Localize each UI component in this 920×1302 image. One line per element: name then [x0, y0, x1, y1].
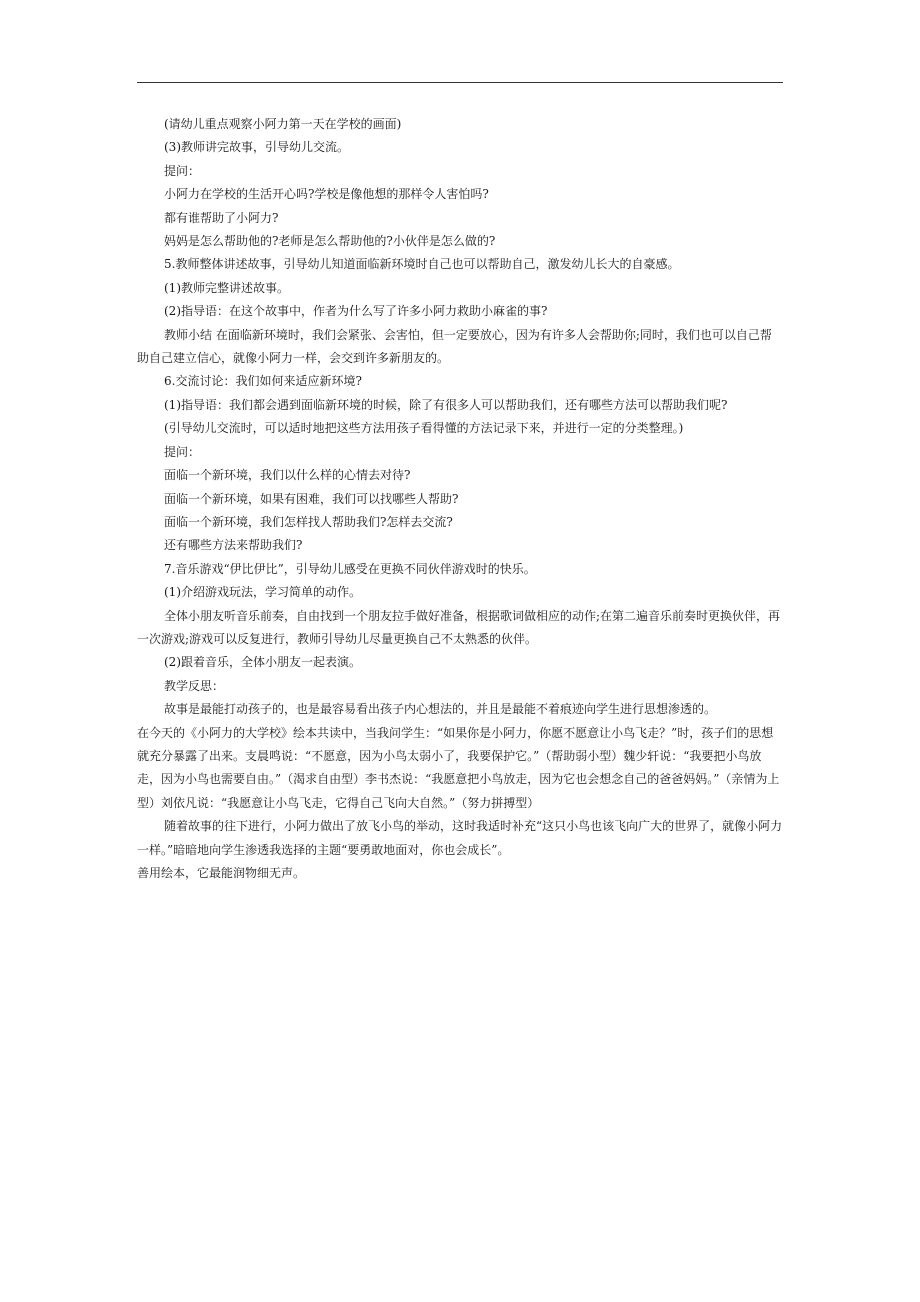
paragraph-question: 面临一个新环境，我们怎样找人帮助我们?怎样去交流? — [164, 514, 453, 529]
section-heading-5: 5.教师整体讲述故事，引导幼儿知道面临新环境时自己也可以帮助自己，激发幼儿长大的自豪感。 — [164, 257, 680, 272]
paragraph-observe-note: (请幼儿重点观察小阿力第一天在学校的画面) — [164, 117, 402, 131]
paragraph-reflection-closing: 善用绘本，它最能润物细无声。 — [137, 866, 306, 880]
paragraph-step-3: (3)教师讲完故事，引导幼儿交流。 — [164, 140, 349, 155]
section-heading-6: 6.交流讨论：我们如何来适应新环境? — [164, 374, 362, 389]
paragraph-questions-label: 提问： — [164, 163, 201, 178]
paragraph-step-1: (1)指导语：我们都会遇到面临新环境的时候，除了有很多人可以帮助我们，还有哪些方法可以帮助我们呢? — [164, 397, 728, 412]
paragraph-questions-label: 提问： — [164, 444, 201, 459]
paragraph-teacher-summary: 教师小结 在面临新环境时，我们会紧张、会害怕，但一定要放心，因为有许多人会帮助你;同时，我们也可以自己帮助自己建立信心，就像小阿力一样，会交到许多新朋友的。 — [137, 327, 772, 366]
paragraph-question: 还有哪些方法来帮助我们? — [164, 538, 303, 553]
paragraph-reflection-responses: 在今天的《小阿力的大学校》绘本共读中，当我问学生：“如果你是小阿力，你愿不愿意让小鸟飞走？”时，孩子们的思想就充分暴露了出来。支晨鸣说：“不愿意，因为小鸟太弱小了，我要保护它。”（帮助弱小型）魏少轩说：“我要把小鸟放走，因为小鸟也需要自由。”（渴求自由型）李书杰说：“我愿意把小鸟放走，因为它也会想念自己的爸爸妈妈。”（亲情为上型）刘依凡说：“我愿意让小鸟飞走，它得自己飞向大自然。”（努力拼搏型） — [137, 725, 780, 810]
paragraph-game-rules: 全体小朋友听音乐前奏，自由找到一个朋友拉手做好准备，根据歌词做相应的动作;在第二遍音乐前奏时更换伙伴，再一次游戏;游戏可以反复进行，教师引导幼儿尽量更换自己不太熟悉的伙伴。 — [137, 608, 781, 646]
paragraph-step-1: (1)介绍游戏玩法，学习简单的动作。 — [164, 585, 361, 600]
paragraph-guidance-note: (引导幼儿交流时，可以适时地把这些方法用孩子看得懂的方法记录下来，并进行一定的分类整理。) — [164, 421, 684, 436]
paragraph-step-2: (2)指导语：在这个故事中，作者为什么写了许多小阿力救助小麻雀的事? — [164, 304, 548, 319]
paragraph-question: 面临一个新环境，我们以什么样的心情去对待? — [164, 468, 411, 483]
paragraph-question: 小阿力在学校的生活开心吗?学校是像他想的那样令人害怕吗? — [164, 187, 489, 202]
paragraph-question: 面临一个新环境，如果有困难，我们可以找哪些人帮助? — [164, 491, 459, 506]
paragraph-question: 妈妈是怎么帮助他的?老师是怎么帮助他的?小伙伴是怎么做的? — [164, 234, 496, 249]
paragraph-step-2: (2)跟着音乐，全体小朋友一起表演。 — [164, 655, 361, 670]
paragraph-reflection-theme: 随着故事的往下进行，小阿力做出了放飞小鸟的举动，这时我适时补充“这只小鸟也该飞向广大的世界了，就像小阿力一样。”暗暗地向学生渗透我选择的主题“要勇敢地面对，你也会成长”。 — [137, 819, 783, 857]
paragraph-question: 都有谁帮助了小阿力? — [164, 210, 279, 225]
header-rule — [137, 82, 783, 83]
paragraph-reflection-intro: 故事是最能打动孩子的，也是最容易看出孩子内心想法的，并且是最能不着痕迹向学生进行思想渗透的。 — [164, 702, 717, 717]
paragraph-step-1: (1)教师完整讲述故事。 — [164, 280, 289, 295]
section-heading-reflection: 教学反思： — [164, 678, 225, 693]
section-heading-7: 7.音乐游戏“伊比伊比”，引导幼儿感受在更换不同伙伴游戏时的快乐。 — [164, 561, 536, 576]
document-body — [137, 113, 783, 885]
